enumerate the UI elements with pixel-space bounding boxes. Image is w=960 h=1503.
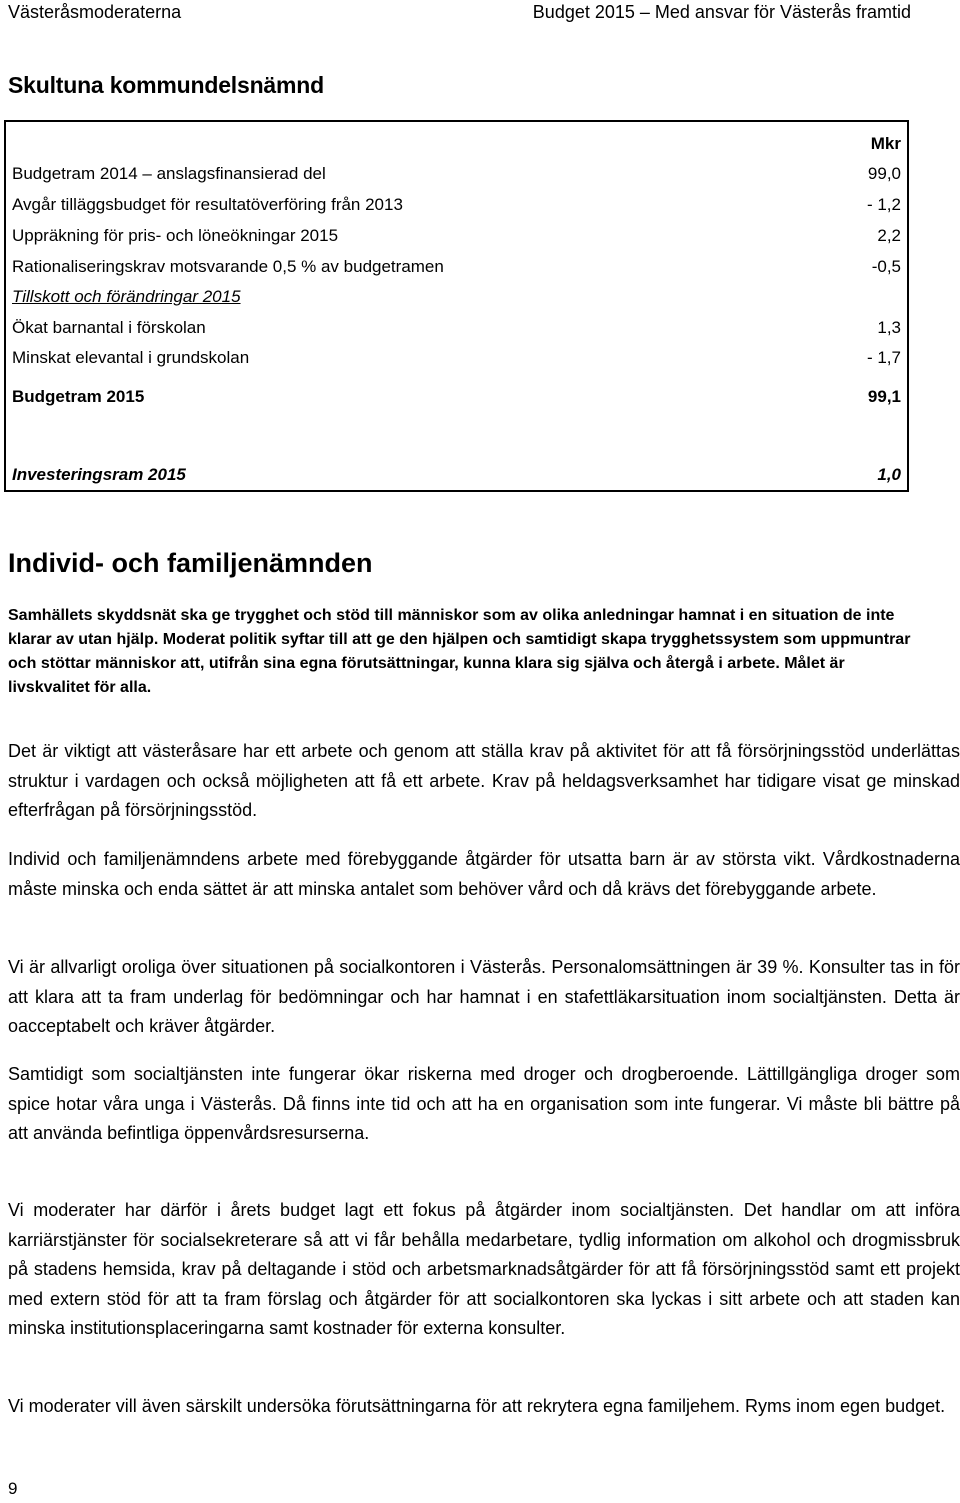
body-paragraph: Individ och familjenämndens arbete med förebyggande åtgärder för utsatta barn är av största vikt. Vårdkostnaderna måste minska och enda sättet är att minska antalet som behöver vård och då krävs det förebyggande arbete. [8,849,960,899]
row-label: Uppräkning för pris- och löneökningar 2015 [12,226,339,245]
table-row [12,316,901,340]
row-value: - 1,7 [866,348,901,367]
unit-row [12,132,901,156]
table-row [12,255,901,279]
row-label: Ökat barnantal i förskolan [12,318,206,337]
table-row [12,193,901,217]
row-value: - 1,2 [866,195,901,214]
intro-paragraph: Samhällets skyddsnät ska ge trygghet och stöd till människor som av olika anledningar hamnat i en situation de inte klarar av utan hjälp. Moderat politik syftar till att ge den hjälpen och samtidigt skapa trygghetssystem som uppmuntrar och stöttar människor att, utifrån sina egna förutsättningar, kunna klara sig själva och återgå i arbete. Målet är livskvalitet för alla. [8,607,911,696]
row-value: 99,0 [867,164,901,183]
body-paragraph: Samtidigt som socialtjänsten inte fungerar ökar riskerna med droger och drogberoende. Lättillgängliga droger som spice hotar våra unga i Västerås. Då finns inte tid och att ha en organisation som inte fungerar. Vi måste bli bättre på att använda befintliga öppenvårdsresurserna. [8,1064,960,1143]
page-header [8,2,911,26]
table-row [12,224,901,248]
row-value: 1,3 [877,318,901,337]
header-organization: Västeråsmoderaterna [8,2,182,22]
section-title-skultuna: Skultuna kommundelsnämnd [8,72,324,98]
row-label: Minskat elevantal i grundskolan [12,348,250,367]
total-value: 99,1 [867,387,901,406]
row-value: 2,2 [877,226,901,245]
unit-label: Mkr [870,134,901,153]
table-row [12,346,901,370]
row-subheading: Tillskott och förändringar 2015 [12,287,241,306]
row-value: -0,5 [871,257,901,276]
total-label: Budgetram 2015 [12,387,145,406]
header-document-title: Budget 2015 – Med ansvar för Västerås framtid [532,2,911,22]
row-label: Rationaliseringskrav motsvarande 0,5 % av budgetramen [12,257,444,276]
body-paragraph: Det är viktigt att västeråsare har ett arbete och genom att ställa krav på aktivitet för att få försörjningsstöd underlättas struktur i vardagen och också möjligheten att få ett arbete. Krav på heldagsverksamhet har tidigare visat ge minskad efterfrågan på försörjningsstöd. [8,741,960,820]
body-paragraph: Vi är allvarligt oroliga över situationen på socialkontoren i Västerås. Personalomsättningen är 39 %. Konsulter tas in för att klara att ta fram underlag för bedömningar och har hamnat i en stafettläkarsituation inom socialtjänsten. Detta är oacceptabelt och kräver åtgärder. [8,957,960,1036]
row-label: Budgetram 2014 – anslagsfinansierad del [12,164,326,183]
body-paragraph: Vi moderater vill även särskilt undersöka förutsättningarna för att rekrytera egna familjehem. Ryms inom egen budget. [8,1396,946,1416]
total-row [12,385,901,409]
page-number: 9 [8,1479,18,1498]
investment-label: Investeringsram 2015 [12,465,186,484]
body-paragraph: Vi moderater har därför i årets budget lagt ett fokus på åtgärder inom socialtjänsten. Det handlar om att införa karriärstjänster för socialsekreterare så att vi får behålla medarbetare, tydlig information om alkohol och drogmissbruk på stadens hemsida, krav på deltagande i stöd och arbetsmarknadsåtgärder för att få försörjningsstöd samt ett projekt med extern stöd för att ta fram förslag och åtgärder för att socialkontoren ska lyckas i sitt arbete och att staden kan minska institutionsplaceringarna samt kostnader för externa konsulter. [8,1200,960,1338]
investment-value: 1,0 [877,465,901,484]
budget-table [4,120,909,492]
table-row [12,285,901,309]
section-title-individ-familj: Individ- och familjenämnden [8,548,373,578]
investment-row [12,463,901,487]
table-row [12,162,901,186]
row-label: Avgår tilläggsbudget för resultatöverföring från 2013 [12,195,403,214]
